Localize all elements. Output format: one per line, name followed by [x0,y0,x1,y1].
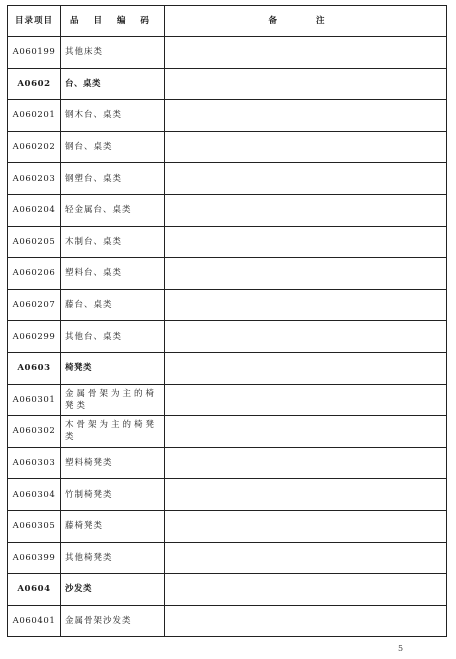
item-code: A0602 [8,68,61,100]
item-code: A060299 [8,321,61,353]
item-note [165,37,447,69]
table-row [8,384,447,416]
item-code: A060305 [8,510,61,542]
item-name: 轻金属台、桌类 [61,194,165,226]
item-note [165,510,447,542]
item-name: 钢台、桌类 [61,131,165,163]
table-row [8,37,447,69]
item-code: A0603 [8,352,61,384]
catalog-table [7,5,447,637]
item-code: A060204 [8,194,61,226]
table-row [8,163,447,195]
item-name: 竹制椅凳类 [61,479,165,511]
item-note [165,68,447,100]
page-number: 5 [398,644,404,653]
item-name: 金属骨架沙发类 [61,605,165,637]
item-code: A060205 [8,226,61,258]
table-row [8,194,447,226]
item-code: A060201 [8,100,61,132]
table-row [8,416,447,448]
item-name: 金属骨架为主的椅凳类 [61,384,165,416]
table-row [8,510,447,542]
item-code: A060302 [8,416,61,448]
table-row [8,605,447,637]
table-row [8,131,447,163]
item-note [165,574,447,606]
item-name: 木制台、桌类 [61,226,165,258]
item-name: 其他床类 [61,37,165,69]
item-name: 台、桌类 [61,68,165,100]
item-code: A0604 [8,574,61,606]
item-note [165,321,447,353]
header-code: 目录项目 [8,6,61,37]
item-name: 其他椅凳类 [61,542,165,574]
table-row [8,289,447,321]
category-row [8,352,447,384]
item-note [165,352,447,384]
table-body [8,37,447,637]
item-code: A060202 [8,131,61,163]
item-note [165,194,447,226]
item-note [165,447,447,479]
item-note [165,226,447,258]
table-row [8,258,447,290]
table-row [8,479,447,511]
item-note [165,258,447,290]
item-name: 藤台、桌类 [61,289,165,321]
item-code: A060199 [8,37,61,69]
table-row [8,100,447,132]
item-note [165,384,447,416]
table-row [8,542,447,574]
item-code: A060303 [8,447,61,479]
item-name: 钢木台、桌类 [61,100,165,132]
item-name: 其他台、桌类 [61,321,165,353]
item-note [165,163,447,195]
item-name: 钢塑台、桌类 [61,163,165,195]
item-name: 椅凳类 [61,352,165,384]
item-name: 沙发类 [61,574,165,606]
header-note: 备 注 [165,6,447,37]
header-name: 品 目 编 码 [61,6,165,37]
item-code: A060206 [8,258,61,290]
table-row [8,447,447,479]
table-row [8,226,447,258]
item-code: A060203 [8,163,61,195]
item-note [165,479,447,511]
item-code: A060304 [8,479,61,511]
item-note [165,542,447,574]
item-note [165,131,447,163]
item-note [165,100,447,132]
item-code: A060207 [8,289,61,321]
item-code: A060401 [8,605,61,637]
item-code: A060301 [8,384,61,416]
item-name: 藤椅凳类 [61,510,165,542]
category-row [8,68,447,100]
item-name: 塑料椅凳类 [61,447,165,479]
category-row [8,574,447,606]
header-row [8,6,447,37]
item-name: 塑料台、桌类 [61,258,165,290]
item-note [165,289,447,321]
item-name: 木骨架为主的椅凳类 [61,416,165,448]
table-header [8,6,447,37]
table-row [8,321,447,353]
item-note [165,605,447,637]
item-code: A060399 [8,542,61,574]
item-note [165,416,447,448]
